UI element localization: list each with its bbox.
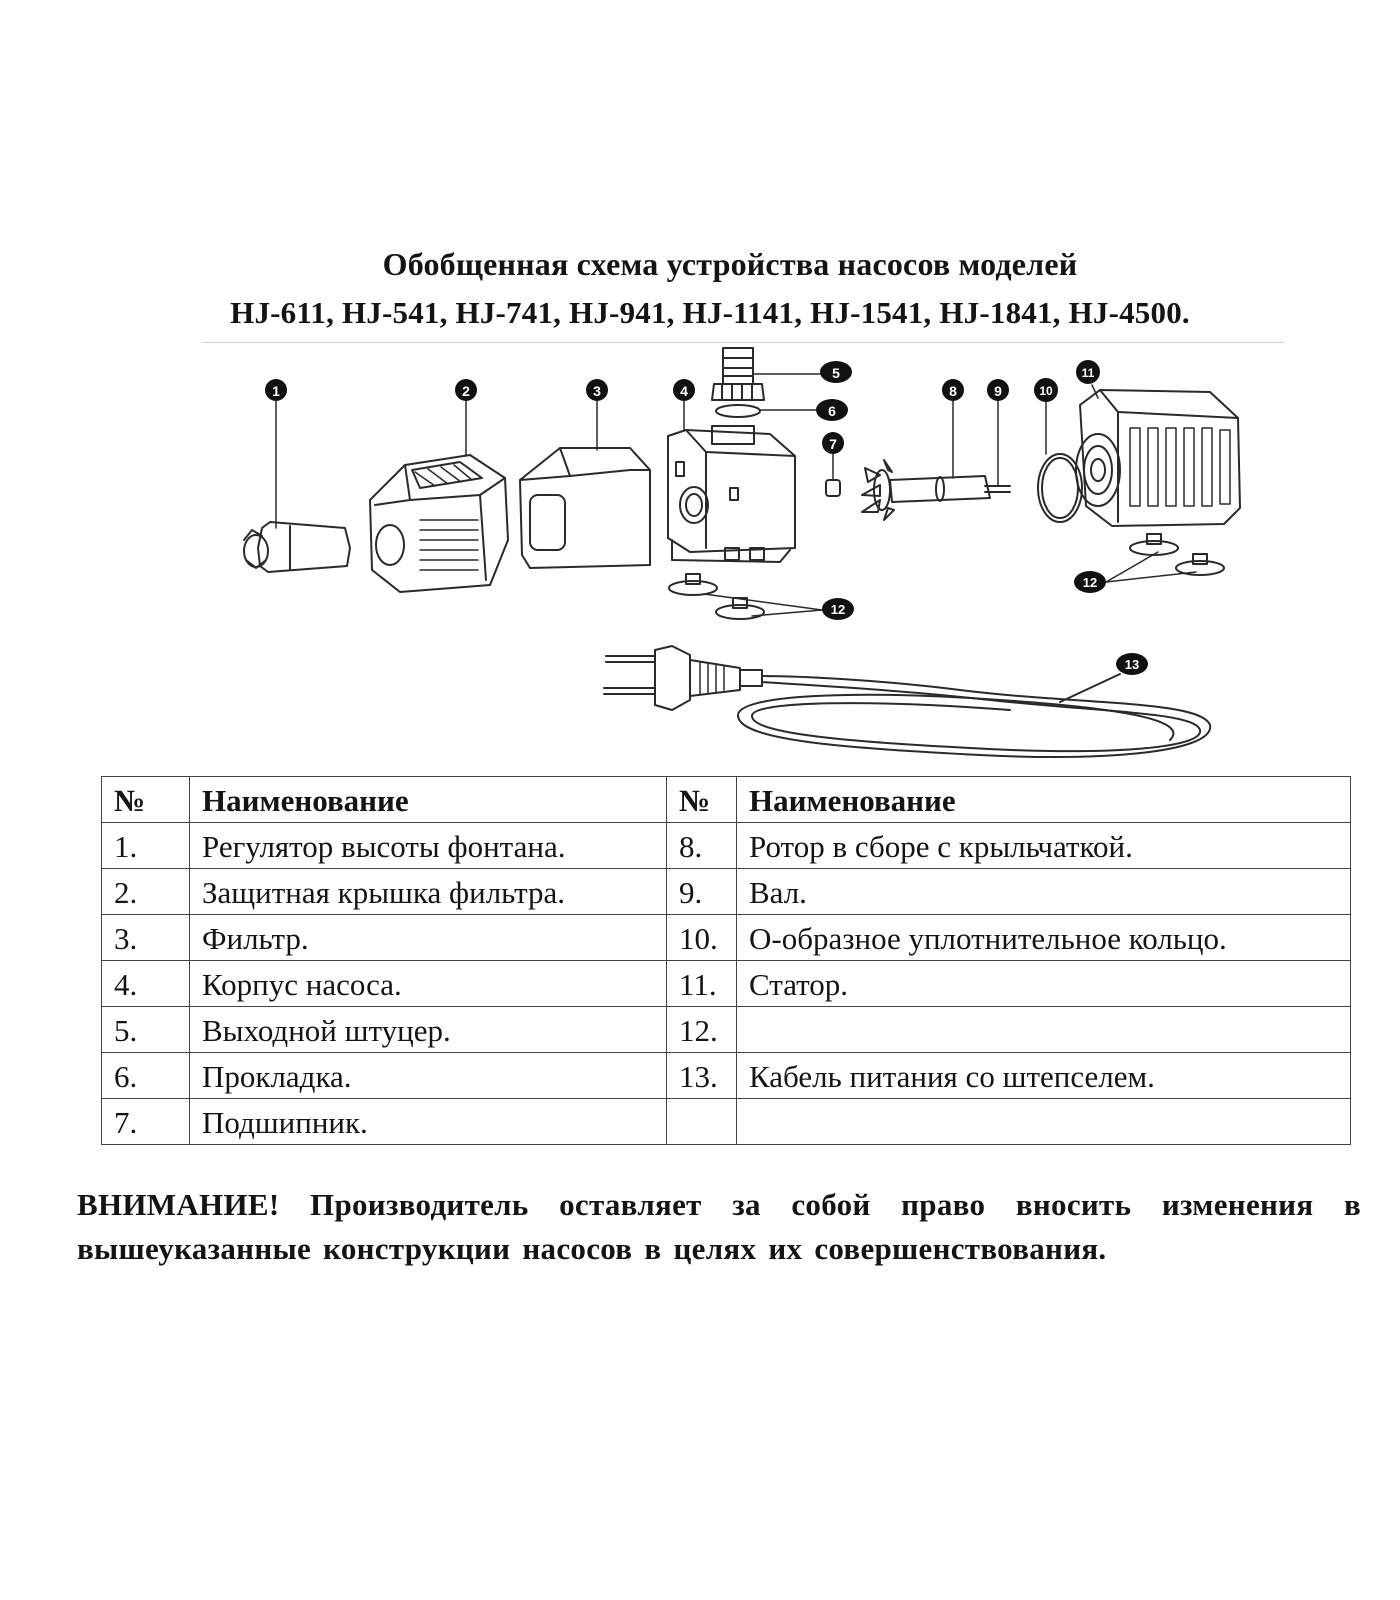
row-name-left: Подшипник. <box>190 1099 667 1145</box>
row-name-right <box>737 1007 1351 1053</box>
header-number-right: № <box>667 777 737 823</box>
row-number-right: 13. <box>667 1053 737 1099</box>
svg-text:4: 4 <box>680 383 688 399</box>
svg-text:2: 2 <box>462 383 470 399</box>
part-2-cover-drawing <box>370 455 508 592</box>
row-number-left: 7. <box>102 1099 190 1145</box>
svg-text:12: 12 <box>1082 575 1098 590</box>
callout-4 <box>673 379 695 401</box>
callout-7 <box>822 432 844 454</box>
row-name-right: Статор. <box>737 961 1351 1007</box>
row-number-right: 10. <box>667 915 737 961</box>
callout-12 <box>1074 571 1106 593</box>
part-6-gasket-drawing <box>716 405 760 417</box>
warning-note: ВНИМАНИЕ! Производитель оставляет за собой право вносить изменения в вышеуказанные конструкции насосов в целях их совершенствования. <box>77 1187 1361 1266</box>
callout-2 <box>455 379 477 401</box>
row-number-left: 6. <box>102 1053 190 1099</box>
part-7-bearing-drawing <box>826 480 840 496</box>
row-number-right: 12. <box>667 1007 737 1053</box>
svg-text:3: 3 <box>593 383 601 399</box>
callout-8 <box>942 379 964 401</box>
table-row <box>102 1007 1351 1053</box>
callout-13 <box>1116 653 1148 675</box>
row-name-right: Кабель питания со штепселем. <box>737 1053 1351 1099</box>
svg-text:7: 7 <box>829 436 837 452</box>
callout-3 <box>586 379 608 401</box>
model-list-title: HJ-611, HJ-541, HJ-741, HJ-941, HJ-1141, HJ-1541, HJ-1841, HJ-4500. <box>230 295 1190 330</box>
row-number-right: 11. <box>667 961 737 1007</box>
part-3-filter-drawing <box>520 448 650 568</box>
callout-12 <box>822 598 854 620</box>
row-name-right <box>737 1099 1351 1145</box>
part-4-body-drawing <box>668 426 795 562</box>
row-name-right: Вал. <box>737 869 1351 915</box>
table-row <box>102 915 1351 961</box>
row-name-left: Корпус насоса. <box>190 961 667 1007</box>
callout-5 <box>820 361 852 383</box>
svg-text:6: 6 <box>828 403 836 419</box>
row-name-left: Защитная крышка фильтра. <box>190 869 667 915</box>
part-8-rotor-drawing <box>862 460 1010 520</box>
row-number-left: 5. <box>102 1007 190 1053</box>
row-number-left: 1. <box>102 823 190 869</box>
part-11-stator-drawing <box>1076 390 1240 526</box>
svg-text:12: 12 <box>830 602 846 617</box>
row-number-left: 2. <box>102 869 190 915</box>
table-row <box>102 1053 1351 1099</box>
part-1-regulator-drawing <box>244 522 350 572</box>
row-number-left: 3. <box>102 915 190 961</box>
callout-10 <box>1034 378 1058 402</box>
header-name-right: Наименование <box>737 777 1351 823</box>
header-name-left: Наименование <box>190 777 667 823</box>
callout-9 <box>987 379 1009 401</box>
table-row <box>102 1099 1351 1145</box>
callout-1 <box>265 379 287 401</box>
row-name-left: Регулятор высоты фонтана. <box>190 823 667 869</box>
callout-6 <box>816 399 848 421</box>
svg-text:11: 11 <box>1081 366 1095 380</box>
svg-text:1: 1 <box>272 383 280 399</box>
row-number-right: 9. <box>667 869 737 915</box>
row-name-left: Фильтр. <box>190 915 667 961</box>
table-row <box>102 869 1351 915</box>
part-12-suction-cups-drawing <box>669 534 1224 619</box>
table-header-row <box>102 777 1351 823</box>
svg-text:8: 8 <box>949 383 957 399</box>
svg-text:13: 13 <box>1124 657 1140 672</box>
row-number-right: 8. <box>667 823 737 869</box>
pump-exploded-diagram <box>0 340 1400 770</box>
svg-text:9: 9 <box>994 383 1002 399</box>
row-name-left: Выходной штуцер. <box>190 1007 667 1053</box>
svg-text:10: 10 <box>1039 384 1053 398</box>
table-row <box>102 823 1351 869</box>
row-name-right: О-образное уплотнительное кольцо. <box>737 915 1351 961</box>
callout-11 <box>1076 360 1100 384</box>
row-number-right <box>667 1099 737 1145</box>
row-name-left: Прокладка. <box>190 1053 667 1099</box>
table-row <box>102 961 1351 1007</box>
page-title: Обобщенная схема устройства насосов моделей <box>382 246 1078 282</box>
row-number-left: 4. <box>102 961 190 1007</box>
svg-text:5: 5 <box>832 365 840 381</box>
header-number-left: № <box>102 777 190 823</box>
row-name-right: Ротор в сборе с крыльчаткой. <box>737 823 1351 869</box>
parts-table <box>101 776 1351 1145</box>
